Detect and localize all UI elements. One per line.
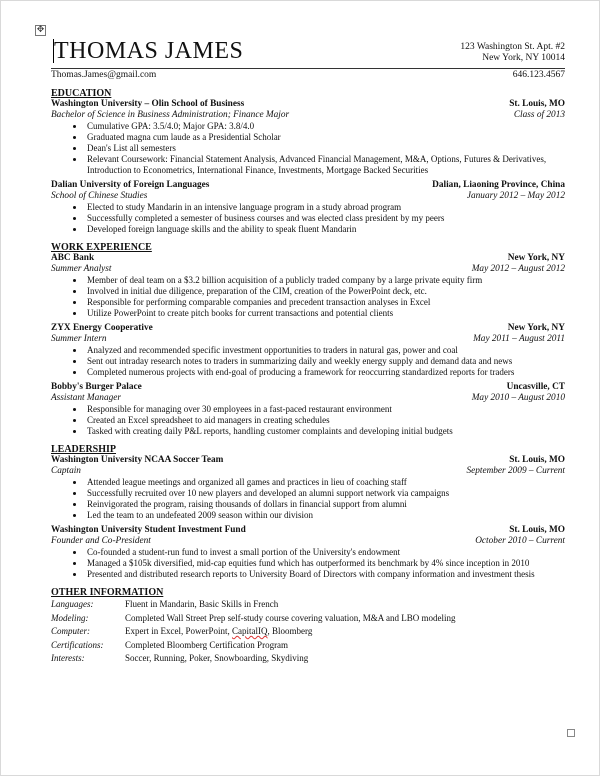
section-heading-other: OTHER INFORMATION [51, 587, 164, 598]
entry-date: May 2012 – August 2012 [471, 264, 565, 274]
entry-date: May 2011 – August 2011 [473, 334, 565, 344]
address-line-1: 123 Washington St. Apt. #2 [460, 42, 565, 52]
other-info-label: Certifications: [51, 639, 104, 650]
entry-org: Washington University – Olin School of Business [51, 99, 245, 109]
section-heading-education: EDUCATION [51, 88, 112, 99]
entry-location: St. Louis, MO [509, 99, 565, 109]
bullet-list [51, 345, 565, 378]
other-info-row [51, 639, 456, 653]
education-entry [51, 180, 565, 235]
entry-date: Class of 2013 [513, 110, 565, 120]
other-info-row [51, 652, 456, 666]
other-info-label: Modeling: [51, 612, 89, 623]
bullet-item: • Member of deal team on a $3.2 billion acquisition of a publicly traded company by a large private equity firm [85, 275, 565, 286]
bullet-item: • Tasked with creating daily P&L reports, handling customer complaints and developing initial budgets [85, 426, 565, 437]
bullet-item: • Cumulative GPA: 3.5/4.0; Major GPA: 3.8/4.0 [85, 121, 565, 132]
other-info-label: Languages: [51, 599, 94, 609]
computer-skills-a: Expert in Excel, PowerPoint, [125, 626, 232, 636]
bullet-list [51, 547, 565, 580]
entry-location: New York, NY [507, 323, 565, 333]
entry-location: New York, NY [507, 253, 565, 263]
work-entry [51, 253, 565, 319]
entry-org: Bobby's Burger Palace [51, 382, 142, 392]
entry-location: St. Louis, MO [509, 525, 565, 535]
bullet-item: • Dean's List all semesters [85, 143, 565, 154]
entry-location: Dalian, Liaoning Province, China [432, 180, 565, 190]
phone: 646.123.4567 [512, 70, 565, 80]
bullet-list [51, 121, 565, 176]
entry-org: Dalian University of Foreign Languages [51, 180, 210, 190]
entry-role: Summer Analyst [51, 264, 112, 274]
entry-date: October 2010 – Current [475, 536, 565, 546]
bullet-item: • Responsible for performing comparable companies and precedent transaction analyses in Excel [85, 297, 565, 308]
entry-role: Captain [51, 466, 81, 476]
entry-location: St. Louis, MO [509, 455, 565, 465]
table-resize-handle-icon[interactable] [567, 729, 575, 737]
bullet-item: • Co-founded a student-run fund to invest a small portion of the University's endowment [85, 547, 565, 558]
work-entry [51, 382, 565, 437]
entry-date: May 2010 – August 2010 [471, 393, 565, 403]
other-info-value: Soccer, Running, Poker, Snowboarding, Skydiving [125, 653, 309, 663]
entry-date: January 2012 – May 2012 [466, 191, 565, 201]
other-info-value [125, 625, 456, 639]
bullet-list [51, 202, 565, 235]
entry-location: Uncasville, CT [506, 382, 565, 392]
candidate-name: THOMAS JAMES [54, 38, 244, 64]
section-heading-leadership: LEADERSHIP [51, 444, 117, 455]
entry-role: School of Chinese Studies [51, 191, 148, 201]
bullet-item: • Led the team to an undefeated 2009 season within our division [85, 510, 565, 521]
bullet-item: • Utilize PowerPoint to create pitch books for current transactions and potential clients [85, 308, 565, 319]
other-info-label: Interests: [51, 653, 85, 663]
bullet-list [51, 275, 565, 319]
other-info-value: Completed Wall Street Prep self-study course covering valuation, M&A and LBO modeling [125, 612, 456, 623]
bullet-list [51, 477, 565, 521]
bullet-item: • Relevant Coursework: Financial Statement Analysis, Advanced Financial Management, M&A, Options, Futures & Derivatives, Introduction to Econometrics, International Finance, Investments, Mortgage Backed Securities [85, 154, 565, 176]
bullet-item: • Sent out intraday research notes to traders in summarizing daily and weekly energy supply and demand data and news [85, 356, 565, 367]
entry-role: Founder and Co-President [51, 536, 151, 546]
bullet-item: • Completed numerous projects with end-goal of producing a framework for reoccurring standardized reports for traders [85, 367, 565, 378]
bullet-item: • Successfully recruited over 10 new players and developed an alumni support network via campaigns [85, 488, 565, 499]
other-info-row [51, 612, 456, 626]
bullet-list [51, 404, 565, 437]
bullet-item: • Successfully completed a semester of business courses and was elected class president by my peers [85, 213, 565, 224]
table-move-handle-icon[interactable]: ✥ [36, 25, 45, 35]
resume-body [51, 38, 565, 666]
spellcheck-flagged-word: CapitalIQ [231, 626, 268, 636]
other-info-value: Completed Bloomberg Certification Program [125, 639, 289, 650]
resume-header [51, 38, 565, 66]
bullet-item: • Developed foreign language skills and the ability to speak fluent Mandarin [85, 224, 565, 235]
other-info-label: Computer: [51, 626, 90, 636]
bullet-item: • Analyzed and recommended specific investment opportunities to traders in natural gas, power and coal [85, 345, 565, 356]
entry-role: Bachelor of Science in Business Administration; Finance Major [51, 110, 290, 120]
bullet-item: • Managed a $105k diversified, mid-cap equities fund which has outperformed its benchmark by 4% since inception in 2010 [85, 558, 565, 569]
address-line-2: New York, NY 10014 [482, 53, 565, 63]
entry-org: Washington University NCAA Soccer Team [51, 455, 224, 465]
other-info-row [51, 598, 456, 612]
bullet-item: • Reinvigorated the program, raising thousands of dollars in financial support from alumni [85, 499, 565, 510]
entry-role: Assistant Manager [51, 393, 121, 403]
email: Thomas.James@gmail.com [51, 70, 157, 80]
address-block [460, 42, 565, 64]
computer-skills-c: , Bloomberg [267, 626, 313, 636]
leadership-entry [51, 525, 565, 580]
education-entry [51, 99, 565, 176]
section-heading-work: WORK EXPERIENCE [51, 242, 152, 253]
bullet-item: • Graduated magna cum laude as a Presidential Scholar [85, 132, 565, 143]
entry-date: September 2009 – Current [466, 466, 565, 476]
entry-org: Washington University Student Investment Fund [51, 525, 246, 535]
bullet-item: • Involved in initial due diligence, preparation of the CIM, creation of the PowerPoint deck, etc. [85, 286, 565, 297]
bullet-item: • Responsible for managing over 30 employees in a fast-paced restaurant environment [85, 404, 565, 415]
entry-org: ZYX Energy Cooperative [51, 323, 153, 333]
bullet-item: • Presented and distributed research reports to University Board of Directors with company information and investment thesis [85, 569, 565, 580]
other-info-row [51, 625, 456, 639]
entry-org: ABC Bank [51, 253, 95, 263]
bullet-item: • Elected to study Mandarin in an intensive language program in a study abroad program [85, 202, 565, 213]
entry-role: Summer Intern [51, 334, 107, 344]
bullet-item: • Attended league meetings and organized all games and practices in lieu of coaching staff [85, 477, 565, 488]
contact-row [51, 68, 565, 81]
leadership-entry [51, 455, 565, 521]
work-entry [51, 323, 565, 378]
bullet-item: • Created an Excel spreadsheet to aid managers in creating schedules [85, 415, 565, 426]
other-info-table [51, 598, 456, 666]
other-info-value: Fluent in Mandarin, Basic Skills in French [125, 599, 279, 609]
